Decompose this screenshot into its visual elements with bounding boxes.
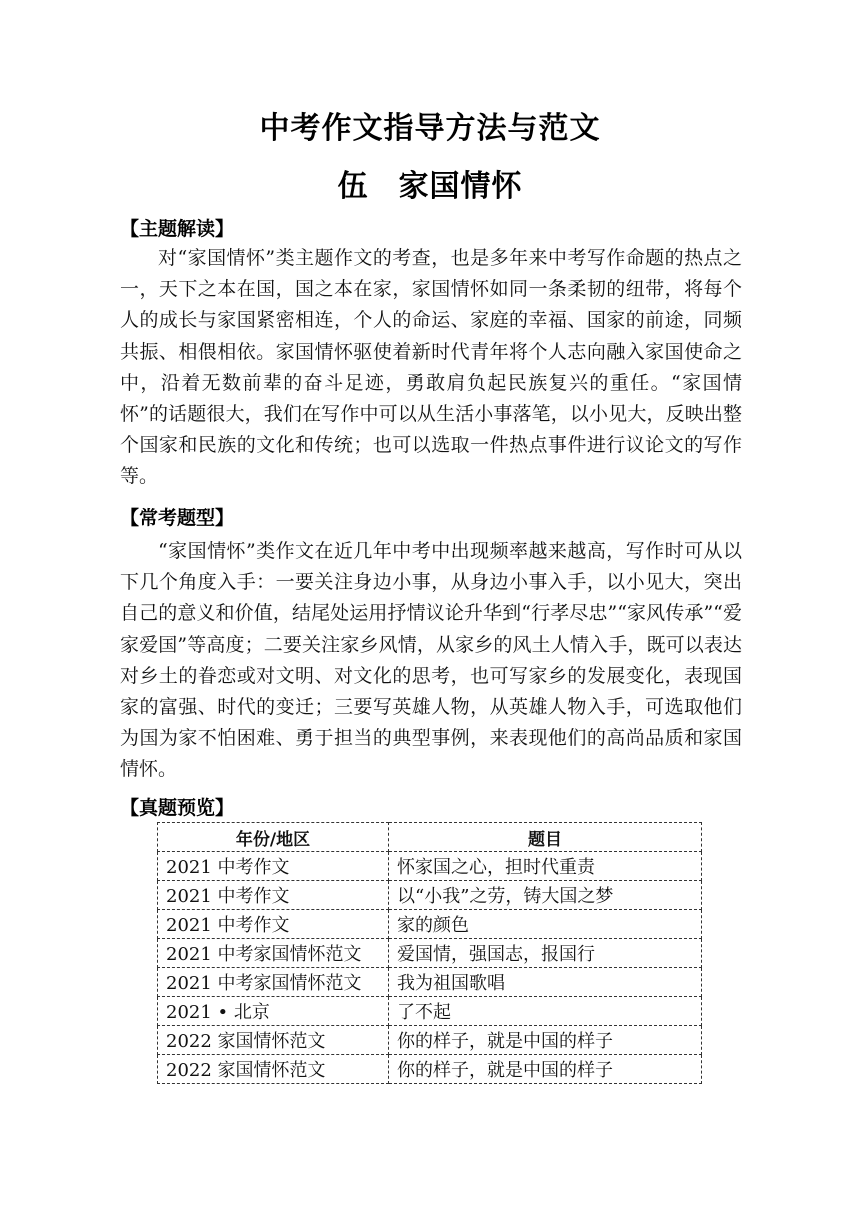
- cell-topic: 了不起: [389, 997, 702, 1026]
- cell-topic: 我为祖国歌唱: [389, 968, 702, 997]
- page-title: 中考作文指导方法与范文: [259, 111, 601, 146]
- cell-topic: 你的样子，就是中国的样子: [389, 1026, 702, 1055]
- chapter-number: 伍: [337, 169, 369, 204]
- header-year-region: 年份/地区: [158, 823, 389, 852]
- types-paragraph: “家国情怀”类作文在近几年中考中出现频率越来越高，写作时可从以下几个角度入手：一要关注身边小事，从身边小事入手，以小见大，突出自己的意义和价值，结尾处运用抒情议论升华到“行孝尽忠”“家风传承”“爱家爱国”等高度；二要关注家乡风情，从家乡的风土人情入手，既可以表达对乡土的眷恋或对文明、对文化的思考，也可写家乡的发展变化，表现国家的富强、时代的变迁；三要写英雄人物，从英雄人物入手，可选取他们为国为家不怕困难、勇于担当的典型事例，来表现他们的高尚品质和家国情怀。: [120, 540, 742, 781]
- types-heading: 【常考题型】: [120, 507, 235, 529]
- cell-year-region: 2021 中考作文: [158, 881, 389, 910]
- table-row: [158, 852, 702, 881]
- cell-topic: 以“小我”之劳，铸大国之梦: [389, 881, 702, 910]
- theme-heading: 【主题解读】: [120, 218, 235, 240]
- preview-table-wrap: [157, 822, 702, 1084]
- header-topic: 题目: [389, 823, 702, 852]
- chapter-name: 家国情怀: [398, 169, 523, 204]
- cell-topic: 怀家国之心，担时代重责: [389, 852, 702, 881]
- chapter-title: [0, 161, 860, 205]
- table-row: [158, 910, 702, 939]
- cell-topic: 爱国情，强国志，报国行: [389, 939, 702, 968]
- table-row: [158, 1055, 702, 1084]
- table-header-row: [158, 823, 702, 852]
- cell-year-region: 2022 家国情怀范文: [158, 1026, 389, 1055]
- cell-topic: 家的颜色: [389, 910, 702, 939]
- table-row: [158, 968, 702, 997]
- cell-topic: 你的样子，就是中国的样子: [389, 1055, 702, 1084]
- table-row: [158, 1026, 702, 1055]
- table-row: [158, 997, 702, 1026]
- cell-year-region: 2021 中考家国情怀范文: [158, 939, 389, 968]
- cell-year-region: 2021 • 北京: [158, 997, 389, 1026]
- cell-year-region: 2021 中考作文: [158, 852, 389, 881]
- cell-year-region: 2021 中考家国情怀范文: [158, 968, 389, 997]
- table-row: [158, 939, 702, 968]
- table-row: [158, 881, 702, 910]
- preview-table: [157, 822, 702, 1084]
- theme-paragraph: 对“家国情怀”类主题作文的考查，也是多年来中考写作命题的热点之一，天下之本在国，国之本在家，家国情怀如同一条柔韧的纽带，将每个人的成长与家国紧密相连，个人的命运、家庭的幸福、国家的前途，同频共振、相偎相依。家国情怀驱使着新时代青年将个人志向融入家国使命之中，沿着无数前辈的奋斗足迹，勇敢肩负起民族复兴的重任。“家国情怀”的话题很大，我们在写作中可以从生活小事落笔，以小见大，反映出整个国家和民族的文化和传统；也可以选取一件热点事件进行议论文的写作等。: [120, 247, 742, 488]
- cell-year-region: 2021 中考作文: [158, 910, 389, 939]
- cell-year-region: 2022 家国情怀范文: [158, 1055, 389, 1084]
- preview-heading: 【真题预览】: [120, 797, 235, 819]
